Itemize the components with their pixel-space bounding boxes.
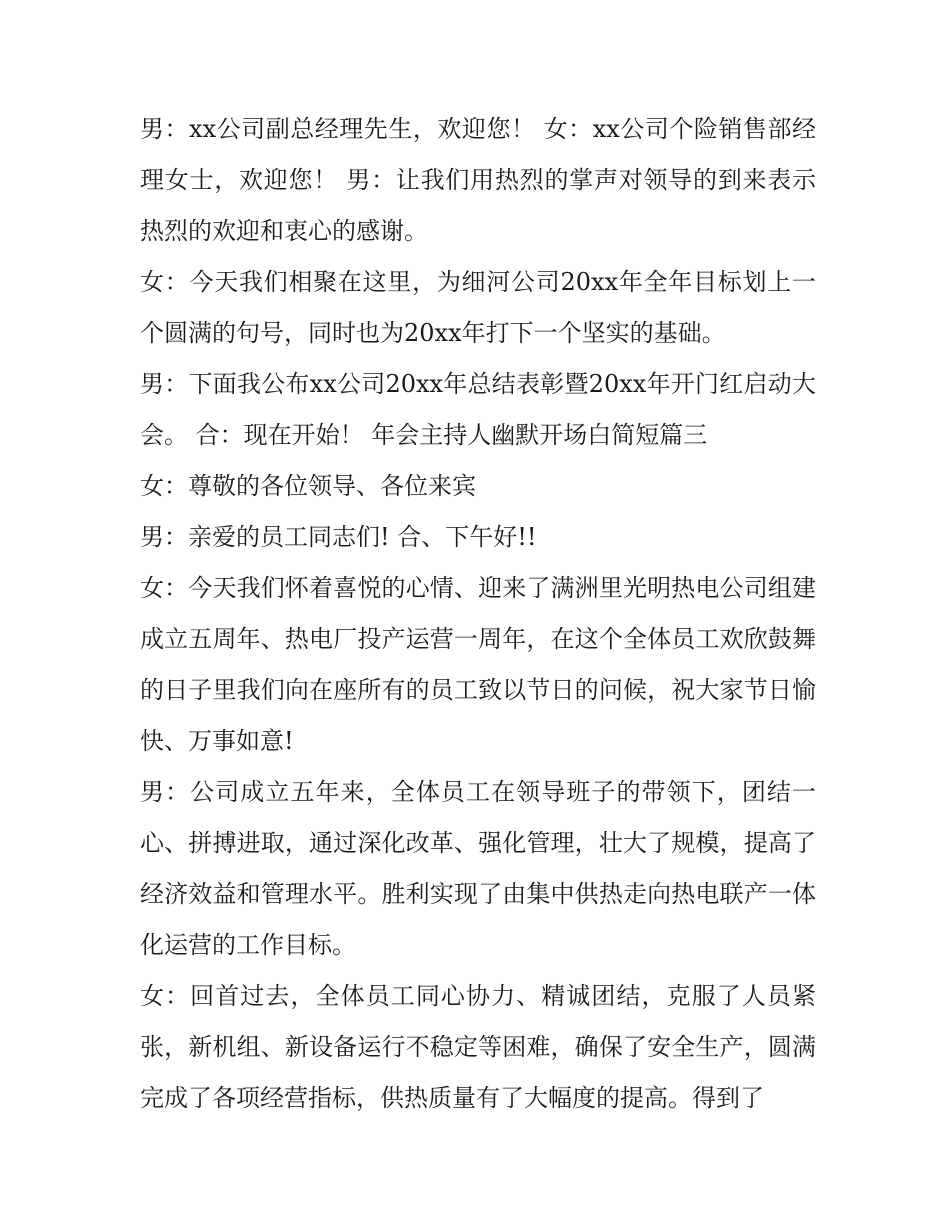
body-text (140, 104, 816, 1124)
paragraph-3: 男：下面我公布xx公司20xx年总结表彰暨20xx年开门红启动大会。 合：现在开始！ 年会主持人幽默开场白简短篇三 (140, 370, 816, 449)
paragraph-1: 男：xx公司副总经理先生，欢迎您！ 女：xx公司个险销售部经理女士，欢迎您！ 男：让我们用热烈的掌声对领导的到来表示热烈的欢迎和衷心的感谢。 (140, 115, 816, 245)
paragraph-4: 女：尊敬的各位领导、各位来宾 (140, 472, 476, 500)
paragraph-6: 女：今天我们怀着喜悦的心情、迎来了满洲里光明热电公司组建成立五周年、热电厂投产运营一周年，在这个全体员工欢欣鼓舞的日子里我们向在座所有的员工致以节日的问候，祝大家节日愉快、万事如意! (140, 574, 816, 755)
paragraph-7: 男：公司成立五年来，全体员工在领导班子的带领下，团结一心、拼搏进取，通过深化改革、强化管理，壮大了规模，提高了经济效益和管理水平。胜利实现了由集中供热走向热电联产一体化运营的工作目标。 (140, 778, 816, 959)
paragraph-8: 女：回首过去，全体员工同心协力、精诚团结，克服了人员紧张，新机组、新设备运行不稳定等困难，确保了安全生产，圆满完成了各项经营指标，供热质量有了大幅度的提高。得到了 (140, 982, 816, 1112)
paragraph-2: 女：今天我们相聚在这里，为细河公司20xx年全年目标划上一个圆满的句号，同时也为20xx年打下一个坚实的基础。 (140, 268, 816, 347)
paragraph-5: 男：亲爱的员工同志们! 合、下午好!! (140, 523, 537, 551)
